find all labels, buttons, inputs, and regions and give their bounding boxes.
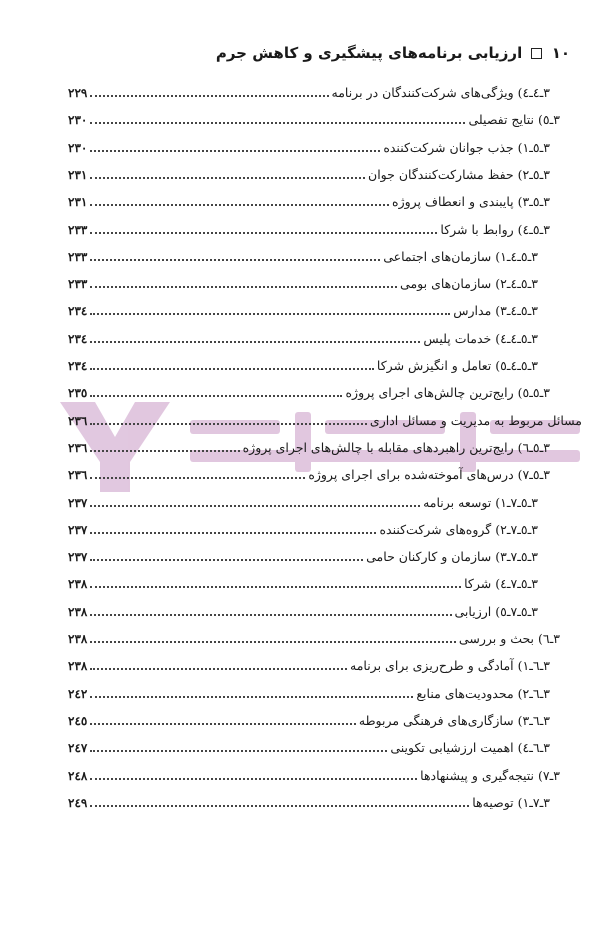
header-title: ارزیابی برنامه‌های پیشگیری و کاهش جرم (215, 44, 523, 62)
toc-entry-page: ٢٢٩ (68, 86, 88, 100)
toc-dot-leader (90, 696, 413, 698)
toc-entry-title: ٣ـ٦ـ٤) اهمیت ارزشیابی تکوینی (390, 740, 550, 756)
toc-entry-title: ٣ـ٥ـ٧ـ٤) شرکا (464, 576, 538, 592)
toc-entry-page: ٢٣٨ (68, 577, 88, 592)
toc-dot-leader (90, 450, 239, 452)
toc-entry[interactable] (68, 628, 560, 648)
toc-entry[interactable] (68, 492, 560, 512)
toc-entry-title: ٣ـ٥ـ١) جذب جوانان شرکت‌کننده (383, 139, 550, 155)
toc-entry-title: ٣ـ٧) نتیجه‌گیری و پیشنهادها (420, 767, 560, 783)
toc-entry-title: ٣ـ٦) بحث و بررسی (458, 631, 560, 646)
toc-dot-leader (90, 532, 376, 534)
square-bullet-icon (531, 48, 542, 59)
toc-dot-leader (90, 723, 356, 725)
toc-entry[interactable] (68, 273, 560, 293)
toc-entry-title: ٣ـ٦ـ٣) سازگاری‌های فرهنگی مربوطه (358, 712, 550, 728)
toc-entry-page: ٢٣٦ (68, 440, 88, 455)
toc-entry[interactable] (68, 765, 560, 785)
toc-entry-page: ٢٣٦ (68, 413, 88, 428)
toc-dot-leader (90, 122, 465, 124)
toc-dot-leader (90, 150, 380, 152)
toc-entry-page: ٢٣٥ (68, 386, 88, 401)
toc-entry-title: ٣ـ٥ـ٧ـ٢) گروه‌های شرکت‌کننده (379, 521, 538, 537)
toc-entry[interactable] (68, 82, 560, 102)
toc-entry-page: ٢٤٧ (68, 741, 88, 756)
toc-entry-page: ٢٣٨ (68, 632, 88, 646)
toc-entry-page: ٢٣٧ (68, 522, 88, 537)
toc-dot-leader (90, 559, 363, 561)
toc-dot-leader (90, 505, 420, 507)
toc-entry-title: ٣ـ٥) نتایج تفصیلی (468, 112, 560, 128)
toc-entry-page: ٢٣٤ (68, 359, 88, 373)
toc-entry-title: ٣ـ٥ـ٦) رایج‌ترین راهبردهای مقابله با چالش‌های اجرای پروژه (242, 439, 550, 455)
toc-entry[interactable] (68, 382, 560, 402)
toc-entry-title: ٣ـ٥ـ٢) حفظ مشارکت‌کنندگان جوان (368, 166, 550, 182)
toc-entry-title: ٣ـ٥ـ٧ـ١) توسعه برنامه (423, 494, 538, 510)
toc-entry-page: ٢٣٠ (68, 113, 88, 128)
toc-entry-page: ٢٣٨ (68, 604, 88, 619)
toc-entry[interactable] (68, 300, 560, 320)
toc-dot-leader (90, 95, 328, 97)
toc-entry-title: مسائل مربوط به مدیریت و مسائل اداری (369, 412, 582, 428)
toc-entry-page: ٢٣٣ (68, 222, 88, 237)
toc-dot-leader (90, 778, 417, 780)
toc-entry-page: ٢٤٢ (68, 686, 88, 701)
toc-entry-page: ٢٣٤ (68, 304, 88, 319)
toc-entry-page: ٢٣٦ (68, 468, 88, 483)
toc-dot-leader (90, 313, 450, 315)
toc-entry[interactable] (68, 464, 560, 484)
toc-dot-leader (90, 477, 305, 479)
toc-dot-leader (90, 368, 374, 370)
toc-dot-leader (90, 586, 461, 588)
toc-dot-leader (90, 668, 347, 670)
toc-entry[interactable] (68, 137, 560, 157)
toc-entry-page: ٢٣٠ (68, 140, 88, 155)
toc-entry[interactable] (68, 109, 560, 129)
toc-entry-title: ٣ـ٥ـ٤) روابط با شرکا (440, 221, 550, 237)
toc-entry[interactable] (68, 546, 560, 566)
toc-dot-leader (90, 805, 469, 807)
toc-entry-title: ٣ـ٥ـ٤ـ١) سازمان‌های اجتماعی (383, 248, 538, 264)
header-page-number: ١٠ (551, 44, 570, 62)
toc-entry-page: ٢٣٧ (68, 550, 88, 565)
toc-entry-title: ٣ـ٥ـ٤ـ٣) مدارس (453, 303, 538, 319)
toc-entry-page: ٢٣٣ (68, 277, 88, 292)
toc-entry[interactable] (68, 573, 560, 593)
toc-entry-page: ٢٣٧ (68, 495, 88, 510)
toc-entry-page: ٢٣١ (68, 167, 88, 182)
toc-dot-leader (90, 614, 451, 616)
toc-entry-title: ٣ـ٥ـ٧ـ٥) ارزیابی (454, 603, 538, 619)
toc-dot-leader (90, 286, 397, 288)
toc-entry-title: ٣ـ٥ـ٤ـ٤) خدمات پلیس (423, 330, 538, 346)
toc-entry-title: ٣ـ٦ـ١) آمادگی و طرح‌ریزی برای برنامه (350, 658, 550, 674)
toc-entry[interactable] (68, 792, 560, 812)
toc-entry[interactable] (68, 519, 560, 539)
toc-dot-leader (90, 641, 456, 643)
toc-entry-title: ٣ـ٥ـ٤ـ٢) سازمان‌های بومی (400, 276, 538, 292)
toc-entry-title: ٣ـ٥ـ٧ـ٣) سازمان و کارکنان حامی (366, 549, 538, 565)
toc-entry-page: ٢٣١ (68, 195, 88, 210)
toc-entry[interactable] (68, 683, 560, 703)
toc-entry-title: ٣ـ٦ـ٢) محدودیت‌های منابع (416, 685, 550, 701)
toc-entry-page: ٢٣٣ (68, 249, 88, 264)
toc-entry[interactable] (68, 328, 560, 348)
toc-entry[interactable] (68, 355, 560, 375)
toc-dot-leader (90, 259, 380, 261)
toc-entry[interactable] (68, 737, 560, 757)
toc-entry[interactable] (68, 655, 560, 675)
toc-entry-page: ٢٤٩ (68, 795, 88, 810)
toc-dot-leader (90, 204, 389, 206)
toc-dot-leader (90, 750, 387, 752)
toc-entry-title: ٣ـ٥ـ٤ـ٥) تعامل و انگیزش شرکا (376, 358, 538, 373)
toc-entry-page: ٢٣٤ (68, 331, 88, 346)
toc-entry[interactable] (68, 219, 560, 239)
toc-entry-title: ٣ـ٧ـ١) توصیه‌ها (472, 794, 550, 810)
toc-entry-title: ٣ـ٤ـ٤) ویژگی‌های شرکت‌کنندگان در برنامه (331, 85, 550, 100)
toc-entry-title: ٣ـ٥ـ٧) درس‌های آموخته‌شده برای اجرای پروژه (308, 467, 550, 483)
toc-dot-leader (90, 395, 342, 397)
toc-dot-leader (90, 341, 420, 343)
toc-dot-leader (90, 177, 365, 179)
toc-entry[interactable] (68, 164, 560, 184)
toc-dot-leader (90, 423, 367, 425)
toc-entry-page: ٢٤٥ (68, 713, 88, 728)
toc-entry[interactable] (68, 601, 560, 621)
toc-entry[interactable] (68, 191, 560, 211)
toc-entry-title: ٣ـ٥ـ٥) رایج‌ترین چالش‌های اجرای پروژه (345, 385, 550, 401)
toc-entry[interactable] (68, 246, 560, 266)
toc-entry[interactable] (68, 437, 560, 457)
running-header (70, 44, 570, 62)
toc-dot-leader (90, 232, 437, 234)
toc-entry[interactable] (68, 710, 560, 730)
toc-entry[interactable] (68, 410, 582, 430)
toc-entry-page: ٢٣٨ (68, 659, 88, 674)
toc-entry-page: ٢٤٨ (68, 768, 88, 783)
toc-entry-title: ٣ـ٥ـ٣) پایبندی و انعطاف پروژه (392, 194, 550, 210)
